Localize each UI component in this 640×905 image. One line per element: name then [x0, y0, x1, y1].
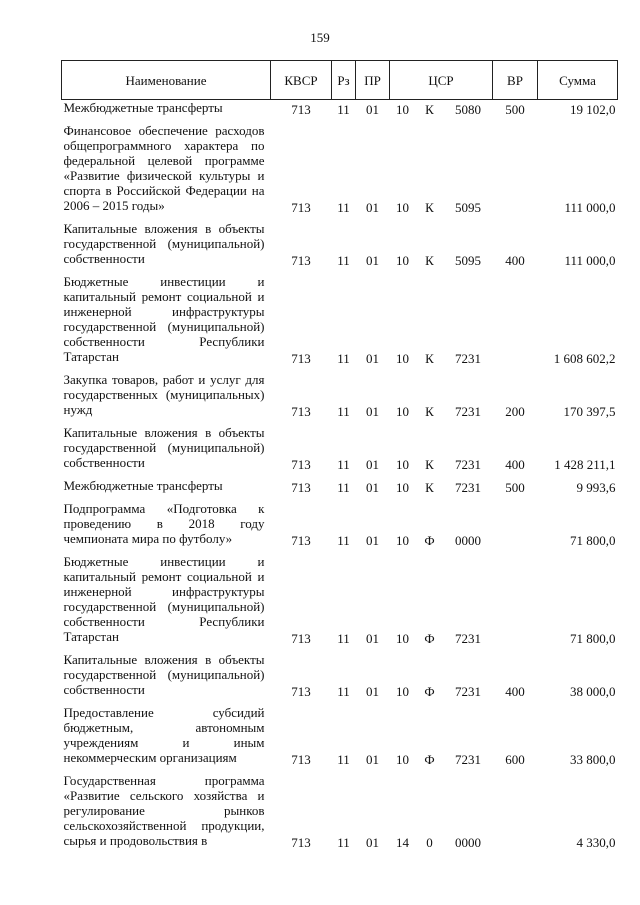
cell-rz: 11 [337, 533, 350, 548]
cell-vr: 200 [505, 404, 525, 419]
cell-kvsr: 713 [291, 404, 311, 419]
cell-name: Подпрограмма «Подготовка к проведению в 2018 году чемпионата мира по футболу» [63, 501, 265, 546]
cell-vr [493, 117, 538, 215]
header-csr: ЦСР [390, 61, 493, 100]
cell-rz: 11 [337, 102, 350, 117]
cell-t3: 7231 [455, 631, 481, 646]
cell-kvsr: 713 [291, 480, 311, 495]
cell-t1: 10 [396, 752, 409, 767]
cell-t3: 5095 [455, 200, 481, 215]
cell-sum: 71 800,0 [570, 631, 616, 646]
table-row [62, 117, 618, 215]
cell-pr: 01 [366, 457, 379, 472]
cell-sum: 1 608 602,2 [553, 351, 616, 366]
cell-kvsr: 713 [291, 351, 311, 366]
cell-kvsr: 713 [291, 457, 311, 472]
table-row [62, 419, 618, 472]
cell-vr [493, 767, 538, 850]
cell-t1: 10 [396, 631, 409, 646]
cell-t2: К [425, 457, 434, 472]
cell-rz: 11 [337, 752, 350, 767]
cell-name: Межбюджетные трансферты [63, 100, 223, 115]
cell-vr: 400 [505, 457, 525, 472]
cell-kvsr: 713 [291, 200, 311, 215]
cell-vr [493, 548, 538, 646]
cell-t1: 10 [396, 200, 409, 215]
header-rz: Рз [332, 61, 356, 100]
cell-sum: 170 397,5 [563, 404, 616, 419]
cell-pr: 01 [366, 351, 379, 366]
cell-t1: 14 [396, 835, 409, 850]
table-row [62, 472, 618, 495]
cell-vr: 400 [505, 684, 525, 699]
cell-t3: 5095 [455, 253, 481, 268]
table-row [62, 268, 618, 366]
cell-sum: 4 330,0 [576, 835, 616, 850]
cell-rz: 11 [337, 200, 350, 215]
cell-t3: 0000 [455, 533, 481, 548]
cell-t2: 0 [426, 835, 433, 850]
cell-kvsr: 713 [291, 533, 311, 548]
cell-sum: 9 993,6 [576, 480, 616, 495]
cell-t3: 7231 [455, 684, 481, 699]
cell-rz: 11 [337, 404, 350, 419]
cell-vr: 500 [505, 102, 525, 117]
cell-t1: 10 [396, 102, 409, 117]
cell-name: Капитальные вложения в объекты государственной (муниципальной) собственности [63, 652, 265, 697]
cell-t2: К [425, 480, 434, 495]
cell-t1: 10 [396, 457, 409, 472]
table-row [62, 548, 618, 646]
cell-t2: К [425, 404, 434, 419]
cell-t2: К [425, 253, 434, 268]
cell-name: Капитальные вложения в объекты государственной (муниципальной) собственности [63, 221, 265, 266]
cell-t2: К [425, 102, 434, 117]
cell-t3: 7231 [455, 752, 481, 767]
budget-table [61, 60, 618, 850]
cell-rz: 11 [337, 480, 350, 495]
table-row [62, 100, 618, 118]
cell-sum: 71 800,0 [570, 533, 616, 548]
cell-rz: 11 [337, 351, 350, 366]
cell-vr [493, 495, 538, 548]
cell-kvsr: 713 [291, 102, 311, 117]
table-header [62, 61, 618, 100]
cell-pr: 01 [366, 835, 379, 850]
header-kvsr: КВСР [271, 61, 332, 100]
cell-sum: 1 428 211,1 [554, 457, 616, 472]
header-sum: Сумма [538, 61, 618, 100]
cell-pr: 01 [366, 404, 379, 419]
table-body [62, 100, 618, 851]
table-row [62, 366, 618, 419]
cell-name: Предоставление субсидий бюджетным, автономным учреждениям и иным некоммерческим организациям [63, 705, 265, 765]
cell-t1: 10 [396, 684, 409, 699]
table-row [62, 646, 618, 699]
cell-t3: 7231 [455, 351, 481, 366]
cell-t3: 7231 [455, 457, 481, 472]
cell-t1: 10 [396, 404, 409, 419]
cell-sum: 111 000,0 [564, 253, 616, 268]
cell-vr: 400 [505, 253, 525, 268]
cell-pr: 01 [366, 631, 379, 646]
cell-pr: 01 [366, 752, 379, 767]
cell-name: Межбюджетные трансферты [63, 478, 223, 493]
cell-sum: 33 800,0 [570, 752, 616, 767]
cell-sum: 111 000,0 [564, 200, 616, 215]
cell-rz: 11 [337, 253, 350, 268]
table-row [62, 215, 618, 268]
cell-vr: 600 [505, 752, 525, 767]
cell-t1: 10 [396, 480, 409, 495]
cell-pr: 01 [366, 684, 379, 699]
cell-rz: 11 [337, 835, 350, 850]
cell-sum: 38 000,0 [570, 684, 616, 699]
cell-name: Бюджетные инвестиции и капитальный ремонт социальной и инженерной инфраструктуры государственной (муниципальной) собственности Республики Татарстан [63, 274, 265, 364]
cell-t2: Ф [424, 752, 435, 767]
cell-t3: 5080 [455, 102, 481, 117]
table-row [62, 699, 618, 767]
header-vr: ВР [493, 61, 538, 100]
cell-t2: Ф [424, 631, 435, 646]
cell-pr: 01 [366, 102, 379, 117]
cell-kvsr: 713 [291, 752, 311, 767]
cell-kvsr: 713 [291, 253, 311, 268]
header-name: Наименование [62, 61, 271, 100]
cell-t1: 10 [396, 253, 409, 268]
header-pr: ПР [356, 61, 390, 100]
cell-kvsr: 713 [291, 631, 311, 646]
table-row [62, 767, 618, 850]
cell-vr [493, 268, 538, 366]
cell-t1: 10 [396, 351, 409, 366]
cell-t3: 7231 [455, 404, 481, 419]
cell-vr: 500 [505, 480, 525, 495]
cell-t3: 7231 [455, 480, 481, 495]
cell-t1: 10 [396, 533, 409, 548]
cell-pr: 01 [366, 480, 379, 495]
cell-name: Бюджетные инвестиции и капитальный ремонт социальной и инженерной инфраструктуры государственной (муниципальной) собственности Республики Татарстан [63, 554, 265, 644]
cell-name: Государственная программа «Развитие сельского хозяйства и регулирование рынков сельскохозяйственной продукции, сырья и продовольствия в [63, 773, 265, 848]
cell-t2: Ф [424, 533, 435, 548]
cell-rz: 11 [337, 684, 350, 699]
cell-pr: 01 [366, 200, 379, 215]
cell-t2: Ф [424, 684, 435, 699]
table-row [62, 495, 618, 548]
cell-rz: 11 [337, 631, 350, 646]
cell-sum: 19 102,0 [570, 102, 616, 117]
cell-rz: 11 [337, 457, 350, 472]
cell-pr: 01 [366, 253, 379, 268]
cell-kvsr: 713 [291, 835, 311, 850]
cell-t2: К [425, 351, 434, 366]
cell-t2: К [425, 200, 434, 215]
cell-name: Капитальные вложения в объекты государственной (муниципальной) собственности [63, 425, 265, 470]
cell-pr: 01 [366, 533, 379, 548]
cell-t3: 0000 [455, 835, 481, 850]
cell-name: Закупка товаров, работ и услуг для государственных (муниципальных) нужд [63, 372, 265, 417]
page-number: 159 [310, 30, 330, 45]
cell-kvsr: 713 [291, 684, 311, 699]
cell-name: Финансовое обеспечение расходов общепрограммного характера по федеральной целевой программе «Развитие физической культуры и спорта в Российской Федерации на 2006 – 2015 годы» [63, 123, 265, 213]
